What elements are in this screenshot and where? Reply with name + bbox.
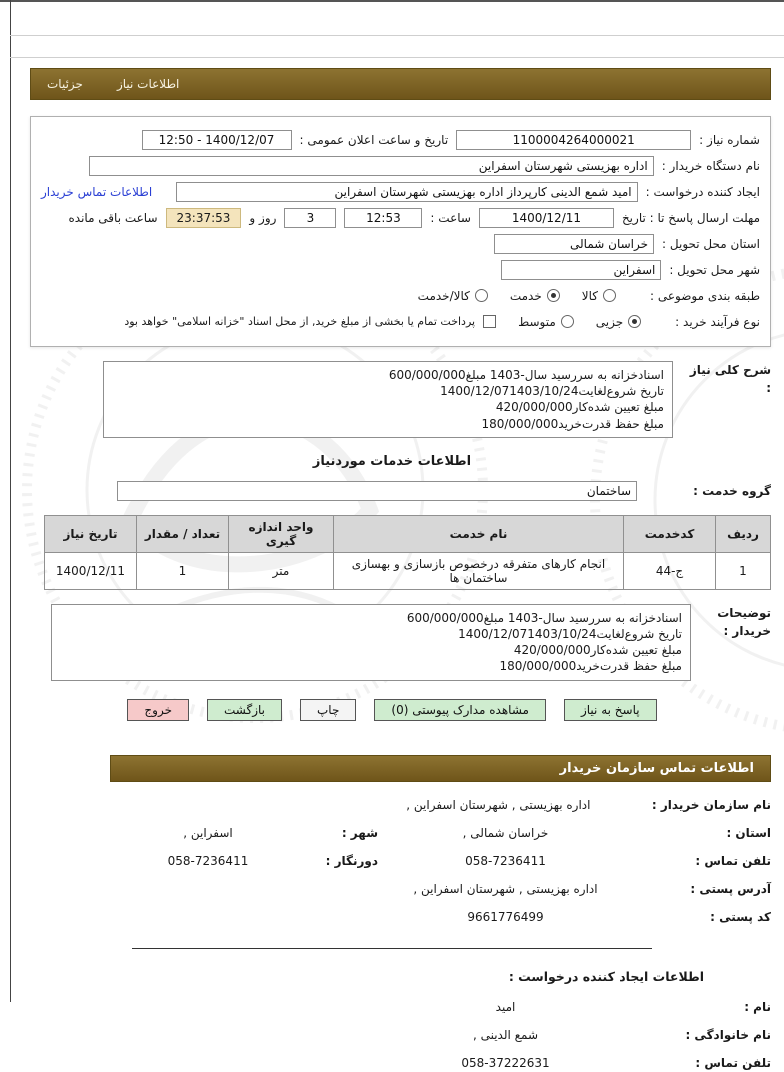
buyer-notes-line: تاریخ شروع‌لغایت1400/12/071403/10/24 xyxy=(458,626,682,641)
creator-first-name-value: امید xyxy=(495,999,516,1014)
print-button[interactable]: چاپ xyxy=(300,699,356,721)
delivery-province-field[interactable] xyxy=(494,234,654,254)
row-deadline xyxy=(41,206,760,229)
remaining-days-field[interactable] xyxy=(284,208,336,228)
buyer-contact-header-bar xyxy=(110,755,771,782)
deadline-date-field[interactable] xyxy=(479,208,614,228)
days-and-label: روز و xyxy=(249,210,277,225)
creator-last-name-row xyxy=(30,1026,771,1044)
classification-label: طبقه بندی موضوعی : xyxy=(650,288,760,303)
reply-to-need-button[interactable]: پاسخ به نیاز xyxy=(564,699,657,721)
buyer-contact-info xyxy=(30,796,771,926)
announce-datetime-label: تاریخ و ساعت اعلان عمومی : xyxy=(299,132,449,147)
radio-option-goods-label: کالا xyxy=(581,288,598,303)
services-section-heading: اطلاعات خدمات موردنیاز xyxy=(312,453,472,469)
row-delivery-province xyxy=(41,232,760,255)
service-group-field[interactable] xyxy=(117,481,637,501)
delivery-city-label: شهر محل تحویل : xyxy=(669,262,760,277)
contact-phone-label: تلفن تماس : xyxy=(695,853,771,868)
creator-last-name-value: شمع الدینی , xyxy=(472,1027,539,1042)
radio-option-medium-label: متوسط xyxy=(518,314,556,329)
radio-option-goods[interactable] xyxy=(582,289,616,303)
contact-postal-label: کد پستی : xyxy=(710,909,771,924)
buyer-contact-header-title: اطلاعات تماس سازمان خریدار xyxy=(559,760,754,776)
cell-row-no: 1 xyxy=(716,552,771,589)
section-tabbar xyxy=(30,68,771,100)
need-description-line: مبلغ حفظ قدرت‌خرید180/000/000 xyxy=(481,416,664,431)
section-divider xyxy=(132,948,652,949)
delivery-city-field[interactable] xyxy=(501,260,661,280)
service-group-row xyxy=(30,481,771,501)
services-table xyxy=(44,515,771,590)
row-request-creator xyxy=(41,180,760,203)
contact-province-city-row xyxy=(30,824,771,842)
contact-org-label: نام سازمان خریدار : xyxy=(651,797,771,812)
buyer-notes-label: توضیحات خریدار : xyxy=(717,605,771,638)
buyer-org-field[interactable] xyxy=(89,156,654,176)
contact-org-row xyxy=(30,796,771,814)
need-number-field[interactable] xyxy=(456,130,691,150)
row-need-number xyxy=(41,128,760,151)
deadline-time-field[interactable] xyxy=(344,208,422,228)
radio-option-medium[interactable] xyxy=(518,315,574,329)
need-number-label: شماره نیاز : xyxy=(699,132,760,147)
header-row-no: ردیف xyxy=(716,515,771,552)
contact-province-value: خراسان شمالی , xyxy=(462,825,549,840)
radio-icon xyxy=(561,315,574,328)
request-creator-label: ایجاد کننده درخواست : xyxy=(645,184,760,199)
services-table-header-row xyxy=(45,515,771,552)
cell-quantity: 1 xyxy=(137,552,229,589)
radio-option-goods-service[interactable] xyxy=(418,289,488,303)
contact-address-label: آدرس پستی : xyxy=(690,881,771,896)
need-description-line: اسنادخزانه به سررسید سال-1403 مبلغ600/000/000 xyxy=(388,368,664,382)
cell-service-name: انجام کارهای متفرقه درخصوص بازسازی و بهسازی ساختمان ها xyxy=(334,552,624,589)
header-need-date: تاریخ نیاز xyxy=(45,515,137,552)
row-delivery-city xyxy=(41,258,760,281)
view-attachments-button[interactable]: مشاهده مدارک پیوستی (0) xyxy=(374,699,546,721)
row-buyer-org xyxy=(41,154,760,177)
buyer-notes-line: مبلغ تعیین شده‌کار420/000/000 xyxy=(513,643,682,658)
contact-province-label: استان : xyxy=(726,825,771,840)
contact-address-row xyxy=(30,880,771,898)
radio-option-minor[interactable] xyxy=(596,315,641,329)
contact-phone-fax-row xyxy=(30,852,771,870)
contact-city-value: اسفراین , xyxy=(183,825,233,840)
buyer-org-label: نام دستگاه خریدار : xyxy=(661,158,760,173)
contact-fax-value: 058-7236411 xyxy=(167,853,249,868)
action-buttons-row xyxy=(0,699,784,721)
header-quantity: تعداد / مقدار xyxy=(137,515,229,552)
radio-selected-icon xyxy=(547,289,560,302)
need-summary-panel xyxy=(30,116,771,347)
row-classification xyxy=(41,284,760,307)
request-creator-field[interactable] xyxy=(176,182,638,202)
request-creator-info xyxy=(30,998,771,1072)
creator-last-name-label: نام خانوادگی : xyxy=(685,1027,771,1042)
radio-option-minor-label: جزیی xyxy=(595,314,624,329)
creator-phone-label: تلفن تماس : xyxy=(695,1055,771,1070)
cell-unit: متر xyxy=(229,552,334,589)
need-description-box xyxy=(103,361,673,438)
radio-selected-icon xyxy=(628,315,641,328)
contact-fax-label: دورنگار : xyxy=(325,853,378,868)
tab-need-info[interactable]: اطلاعات نیاز xyxy=(116,77,180,91)
remaining-hours-label: ساعت باقی مانده xyxy=(68,210,158,225)
creator-phone-value: 058-37222631 xyxy=(461,1055,550,1070)
contact-org-value: اداره بهزیستی , شهرستان اسفراین , xyxy=(406,797,591,812)
creator-first-name-label: نام : xyxy=(744,999,771,1014)
need-description-block xyxy=(30,361,771,438)
contact-postal-value: 9661776499 xyxy=(467,909,544,924)
tab-details[interactable]: جزئیات xyxy=(47,77,83,91)
contact-postal-row xyxy=(30,908,771,926)
buyer-contact-link[interactable]: اطلاعات تماس خریدار xyxy=(41,184,153,199)
radio-option-goods-service-label: کالا/خدمت xyxy=(417,288,470,303)
back-button[interactable]: بازگشت xyxy=(207,699,282,721)
deadline-hour-label: ساعت : xyxy=(430,210,471,225)
request-creator-heading: اطلاعات ایجاد کننده درخواست : xyxy=(508,968,704,984)
radio-option-service-label: خدمت xyxy=(509,288,542,303)
exit-button[interactable]: خروج xyxy=(127,699,189,721)
service-group-label: گروه خدمت : xyxy=(693,483,771,498)
announce-datetime-field[interactable] xyxy=(142,130,292,150)
header-service-code: کدخدمت xyxy=(624,515,716,552)
row-process-type xyxy=(41,310,760,333)
delivery-province-label: استان محل تحویل : xyxy=(662,236,760,251)
need-description-line: مبلغ تعیین شده‌کار420/000/000 xyxy=(495,400,664,415)
countdown-timer: 23:37:53 xyxy=(166,208,242,228)
process-type-label: نوع فرآیند خرید : xyxy=(675,314,760,329)
need-description-label: شرح کلی نیاز : xyxy=(689,363,771,395)
cell-service-code: ج-44 xyxy=(624,552,716,589)
buyer-notes-box xyxy=(51,604,691,681)
radio-icon xyxy=(603,289,616,302)
creator-first-name-row xyxy=(30,998,771,1016)
cell-need-date: 1400/12/11 xyxy=(45,552,137,589)
contact-address-value: اداره بهزیستی , شهرستان اسفراین , xyxy=(413,881,598,896)
need-description-line: تاریخ شروع‌لغایت1400/12/071403/10/24 xyxy=(440,384,664,399)
buyer-notes-block xyxy=(30,604,771,681)
radio-icon xyxy=(475,289,488,302)
treasury-checkbox[interactable] xyxy=(483,315,496,328)
treasury-checkbox-label: پرداخت تمام یا بخشی از مبلغ خرید, از محل اسناد "خزانه اسلامی" خواهد بود xyxy=(124,315,476,328)
buyer-notes-line: اسنادخزانه به سررسید سال-1403 مبلغ600/000/000 xyxy=(406,610,682,625)
header-unit: واحد اندازه گیری xyxy=(229,515,334,552)
buyer-notes-line: مبلغ حفظ قدرت‌خرید180/000/000 xyxy=(499,659,682,674)
deadline-label: مهلت ارسال پاسخ تا : تاریخ xyxy=(621,210,760,225)
creator-phone-row xyxy=(30,1054,771,1072)
services-table-row xyxy=(45,552,771,589)
contact-phone-value: 058-7236411 xyxy=(465,853,546,868)
contact-city-label: شهر : xyxy=(341,825,378,840)
radio-option-service[interactable] xyxy=(510,289,560,303)
header-service-name: نام خدمت xyxy=(334,515,624,552)
